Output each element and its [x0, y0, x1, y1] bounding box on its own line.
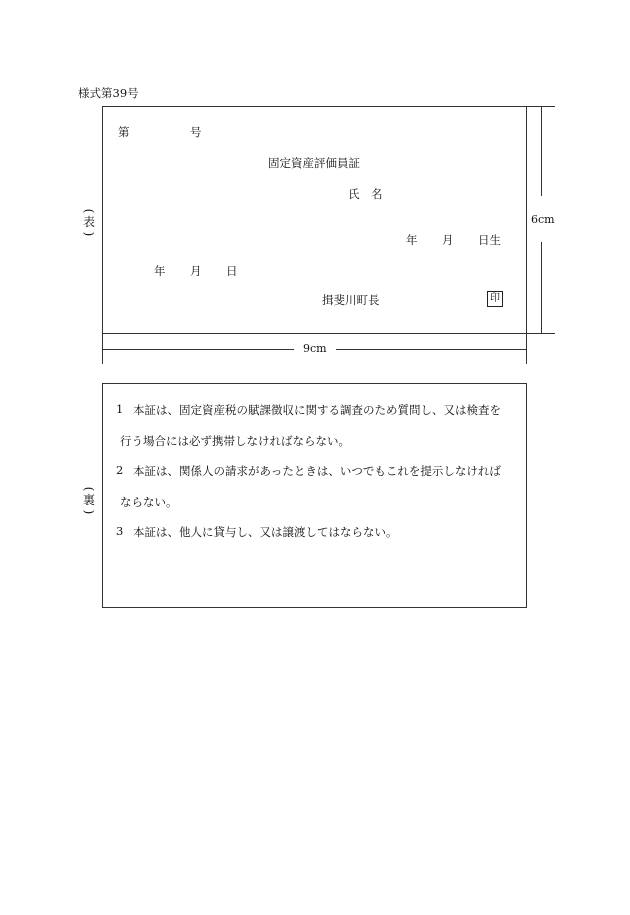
number-prefix: 第 [118, 125, 130, 139]
height-dim-line-lower [541, 242, 542, 333]
back-item-number-2: 2 [116, 463, 124, 477]
width-dim-line-right [336, 349, 526, 350]
seal-mark: 印 [487, 291, 503, 307]
height-dim-bottom-tick [527, 333, 555, 334]
back-item-2-line-1: 本証は、関係人の請求があったときは、いつでもこれを提示しなければ [133, 464, 501, 478]
issue-day-label: 日 [226, 264, 238, 278]
width-dimension-label: 9cm [303, 342, 327, 355]
front-side-label: ( 表 ) [82, 208, 96, 237]
width-dim-line-left [102, 349, 294, 350]
issue-month-label: 月 [190, 264, 202, 278]
height-dimension-label: 6cm [531, 213, 555, 226]
width-dim-right-tick [526, 334, 527, 364]
back-item-number-3: 3 [116, 524, 124, 538]
birth-year-label: 年 [406, 233, 418, 247]
issue-year-label: 年 [154, 264, 166, 278]
back-item-1-line-1: 本証は、固定資産税の賦課徴収に関する調査のため質問し、又は検査を [133, 403, 501, 417]
birth-month-label: 月 [442, 233, 454, 247]
front-card [102, 106, 527, 334]
back-item-number-1: 1 [116, 402, 124, 416]
birth-day-label: 日生 [478, 233, 501, 247]
back-item-1-line-2: 行う場合には必ず携帯しなければならない。 [120, 434, 350, 448]
name-label: 氏 名 [348, 187, 383, 201]
number-suffix: 号 [190, 125, 202, 139]
back-item-2-line-2: ならない。 [120, 495, 178, 509]
form-number: 様式第39号 [78, 86, 139, 100]
card-title: 固定資産評価員証 [268, 156, 360, 170]
height-dim-line-upper [541, 106, 542, 196]
issuer-name: 揖斐川町長 [322, 293, 380, 307]
back-side-label: ( 裏 ) [82, 486, 96, 515]
back-item-3-line-1: 本証は、他人に貸与し、又は譲渡してはならない。 [133, 525, 398, 539]
